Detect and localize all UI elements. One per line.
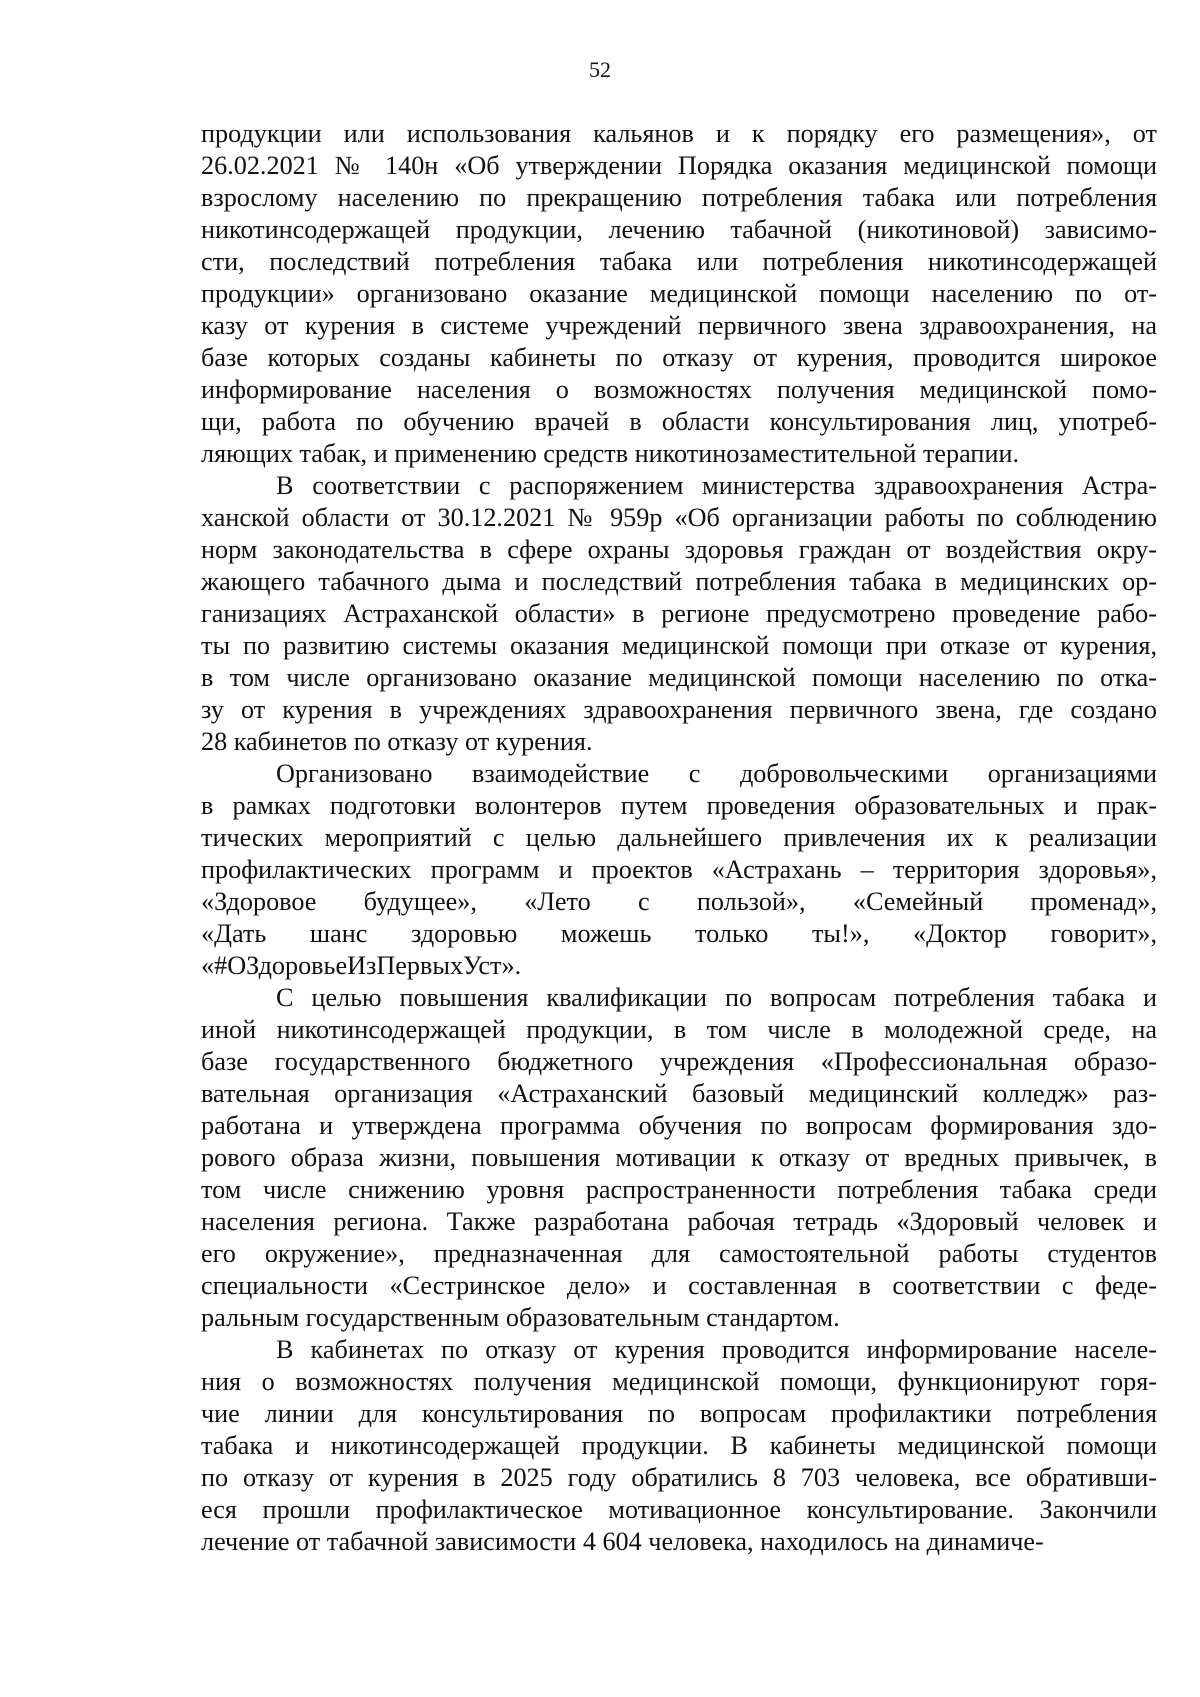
page-number: 52 <box>589 57 611 82</box>
text-line: продукции» организовано оказание медицинской помощи населению по от- <box>201 279 1157 308</box>
text-line: вательная организация «Астраханский базовый медицинский колледж» раз- <box>201 1079 1157 1108</box>
text-line: норм законодательства в сфере охраны здоровья граждан от воздействия окру- <box>201 535 1157 564</box>
text-line: том числе снижению уровня распространенности потребления табака среди <box>201 1175 1157 1204</box>
text-line: населения региона. Также разработана рабочая тетрадь «Здоровый человек и <box>201 1207 1157 1236</box>
paragraph <box>201 118 1157 470</box>
text-line: ляющих табак, и применению средств никотинозаместительной терапии. <box>201 439 1020 468</box>
text-line: по отказу от курения в 2025 году обратились 8 703 человека, все обративши- <box>201 1463 1157 1492</box>
body-text <box>201 118 1157 1558</box>
paragraph <box>201 470 1157 758</box>
text-line: иной никотинсодержащей продукции, в том числе в молодежной среде, на <box>201 1015 1157 1044</box>
text-line: в том числе организовано оказание медицинской помощи населению по отка- <box>201 663 1157 692</box>
text-line: рового образа жизни, повышения мотивации к отказу от вредных привычек, в <box>201 1143 1157 1172</box>
text-line: информирование населения о возможностях получения медицинской помо- <box>201 375 1157 404</box>
text-line: 28 кабинетов по отказу от курения. <box>201 727 593 756</box>
text-line: Организовано взаимодействие с добровольческими организациями <box>276 759 1157 788</box>
text-line: специальности «Сестринское дело» и составленная в соответствии с феде- <box>201 1271 1157 1300</box>
text-line: никотинсодержащей продукции, лечению табачной (никотиновой) зависимо- <box>201 215 1157 244</box>
text-line: тических мероприятий с целью дальнейшего привлечения их к реализации <box>201 823 1157 852</box>
text-line: жающего табачного дыма и последствий потребления табака в медицинских ор- <box>201 567 1157 596</box>
text-line: продукции или использования кальянов и к порядку его размещения», от <box>201 119 1157 148</box>
text-line: его окружение», предназначенная для самостоятельной работы студентов <box>201 1239 1157 1268</box>
text-line: профилактических программ и проектов «Астрахань – территория здоровья», <box>201 855 1157 884</box>
text-line: лечение от табачной зависимости 4 604 человека, находилось на динамиче- <box>201 1527 1044 1556</box>
text-line: базе которых созданы кабинеты по отказу от курения, проводится широкое <box>201 343 1157 372</box>
text-line: ханской области от 30.12.2021 № 959р «Об организации работы по соблюдению <box>201 503 1157 532</box>
text-line: чие линии для консультирования по вопросам профилактики потребления <box>201 1399 1157 1428</box>
text-line: 26.02.2021 № 140н «Об утверждении Порядка оказания медицинской помощи <box>201 151 1157 180</box>
text-line: ганизациях Астраханской области» в регионе предусмотрено проведение рабо- <box>201 599 1157 628</box>
text-line: зу от курения в учреждениях здравоохранения первичного звена, где создано <box>201 695 1157 724</box>
paragraph <box>201 758 1157 982</box>
text-line: взрослому населению по прекращению потребления табака или потребления <box>201 183 1157 212</box>
text-line: «Дать шанс здоровью можешь только ты!», «Доктор говорит», <box>201 919 1157 948</box>
text-line: В кабинетах по отказу от курения проводится информирование населе- <box>276 1335 1157 1364</box>
text-line: в рамках подготовки волонтеров путем проведения образовательных и прак- <box>201 791 1157 820</box>
text-line: В соответствии с распоряжением министерства здравоохранения Астра- <box>276 471 1157 500</box>
text-line: базе государственного бюджетного учреждения «Профессиональная образо- <box>201 1047 1157 1076</box>
text-line: С целью повышения квалификации по вопросам потребления табака и <box>276 983 1157 1012</box>
text-line: еся прошли профилактическое мотивационное консультирование. Закончили <box>201 1495 1157 1524</box>
text-line: табака и никотинсодержащей продукции. В кабинеты медицинской помощи <box>201 1431 1157 1460</box>
paragraph <box>201 982 1157 1334</box>
text-line: ты по развитию системы оказания медицинской помощи при отказе от курения, <box>201 631 1157 660</box>
text-line: работана и утверждена программа обучения по вопросам формирования здо- <box>201 1111 1157 1140</box>
paragraph <box>201 1334 1157 1558</box>
text-line: сти, последствий потребления табака или потребления никотинсодержащей <box>201 247 1157 276</box>
text-line: «#ОЗдоровьеИзПервыхУст». <box>201 951 522 980</box>
text-line: казу от курения в системе учреждений первичного звена здравоохранения, на <box>201 311 1157 340</box>
text-line: «Здоровое будущее», «Лето с пользой», «Семейный променад», <box>201 887 1157 916</box>
text-line: ния о возможностях получения медицинской помощи, функционируют горя- <box>201 1367 1157 1396</box>
text-line: щи, работа по обучению врачей в области консультирования лиц, употреб- <box>201 407 1157 436</box>
text-line: ральным государственным образовательным стандартом. <box>201 1303 840 1332</box>
